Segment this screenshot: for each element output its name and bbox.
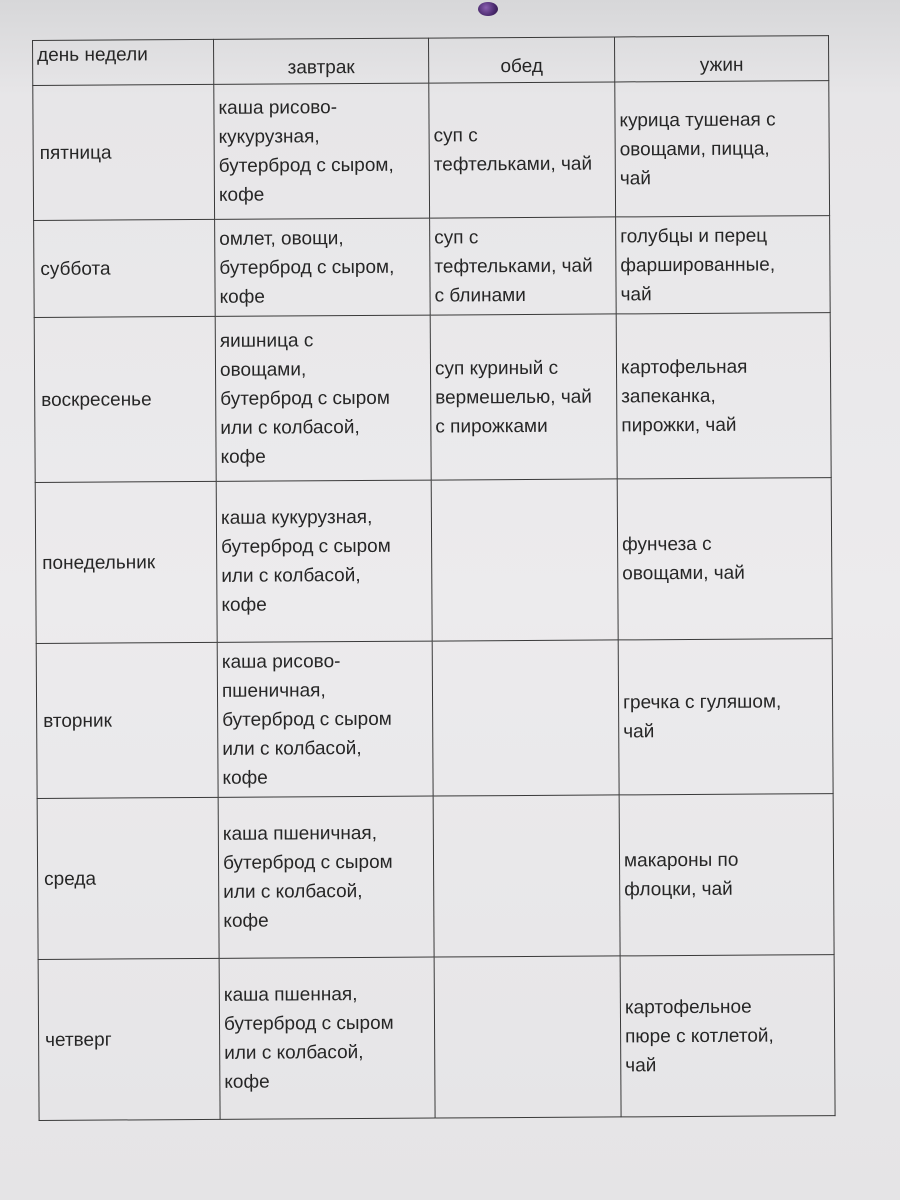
- dinner-text: макароны по флоцки, чай: [623, 849, 739, 901]
- dinner-cell: [618, 639, 833, 795]
- lunch-cell: [430, 217, 617, 315]
- breakfast-cell: [215, 218, 431, 316]
- table-row: [36, 639, 833, 799]
- table-row: [33, 81, 830, 221]
- breakfast-cell: [218, 796, 434, 958]
- meal-plan-table: [32, 35, 836, 1121]
- day-label: пятница: [39, 142, 112, 164]
- day-cell: [34, 219, 216, 317]
- dinner-cell: [615, 81, 830, 217]
- table-row: [35, 478, 832, 644]
- day-cell: [37, 797, 219, 959]
- day-cell: [34, 316, 216, 482]
- dinner-cell: [620, 955, 835, 1117]
- dinner-text: картофельное пюре с котлетой, чай: [624, 996, 774, 1076]
- dinner-cell: [616, 313, 831, 479]
- day-label: суббота: [40, 258, 111, 280]
- lunch-text: суп с тефтельками, чай с блинами: [434, 226, 593, 307]
- lunch-cell: [429, 82, 616, 218]
- paper-sheet: [32, 35, 841, 1132]
- dinner-text: фунчеза с овощами, чай: [622, 533, 745, 585]
- header-day: день недели: [33, 39, 214, 85]
- lunch-text: суп с тефтельками, чай: [433, 125, 593, 176]
- breakfast-text: каша рисово- пшеничная, бутерброд с сыром или с колбасой, кофе: [221, 650, 392, 789]
- push-pin-icon: [478, 2, 498, 16]
- lunch-cell: [434, 956, 621, 1118]
- breakfast-cell: [215, 315, 431, 481]
- breakfast-text: каша пшенная, бутерброд с сыром или с колбасой, кофе: [223, 984, 394, 1093]
- day-cell: [36, 642, 218, 798]
- header-row: [33, 36, 829, 86]
- day-label: четверг: [45, 1029, 112, 1051]
- breakfast-cell: [214, 83, 430, 219]
- header-dinner: ужин: [614, 36, 828, 82]
- dinner-text: гречка с гуляшом, чай: [622, 691, 782, 743]
- dinner-cell: [619, 794, 834, 956]
- dinner-text: голубцы и перец фаршированные, чай: [620, 225, 776, 305]
- day-cell: [33, 84, 215, 220]
- lunch-cell: [431, 479, 618, 641]
- breakfast-cell: [219, 957, 435, 1119]
- table-row: [37, 794, 834, 960]
- day-label: вторник: [43, 710, 112, 732]
- dinner-cell: [617, 478, 832, 640]
- breakfast-cell: [216, 480, 432, 642]
- lunch-cell: [430, 314, 617, 480]
- day-label: среда: [44, 868, 97, 890]
- day-cell: [35, 481, 217, 643]
- lunch-cell: [432, 640, 619, 796]
- lunch-text: [437, 717, 614, 718]
- lunch-text: [439, 1036, 616, 1037]
- lunch-text: [436, 559, 613, 560]
- table-row: [34, 216, 831, 318]
- day-cell: [38, 958, 220, 1120]
- breakfast-text: омлет, овощи, бутерброд с сыром, кофе: [219, 227, 395, 308]
- breakfast-text: каша пшеничная, бутерброд с сыром или с колбасой, кофе: [222, 822, 393, 932]
- lunch-text: [438, 875, 615, 876]
- breakfast-text: яишница с овощами, бутерброд с сыром или с колбасой, кофе: [219, 329, 390, 468]
- dinner-cell: [616, 216, 831, 314]
- header-lunch: обед: [428, 37, 614, 83]
- breakfast-cell: [217, 641, 433, 797]
- breakfast-text: каша рисово- кукурузная, бутерброд с сыром, кофе: [218, 97, 394, 206]
- day-label: воскресенье: [41, 388, 152, 411]
- breakfast-text: каша кукурузная, бутерброд с сыром или с колбасой, кофе: [220, 506, 391, 616]
- day-label: понедельник: [42, 551, 156, 574]
- header-breakfast: завтрак: [213, 38, 428, 84]
- dinner-text: курица тушеная с овощами, пицца, чай: [619, 108, 776, 189]
- lunch-cell: [433, 795, 620, 957]
- dinner-text: картофельная запеканка, пирожки, чай: [620, 356, 748, 436]
- table-row: [38, 955, 835, 1121]
- lunch-text: суп куриный с вермешелью, чай с пирожками: [434, 357, 592, 438]
- table-row: [34, 313, 831, 483]
